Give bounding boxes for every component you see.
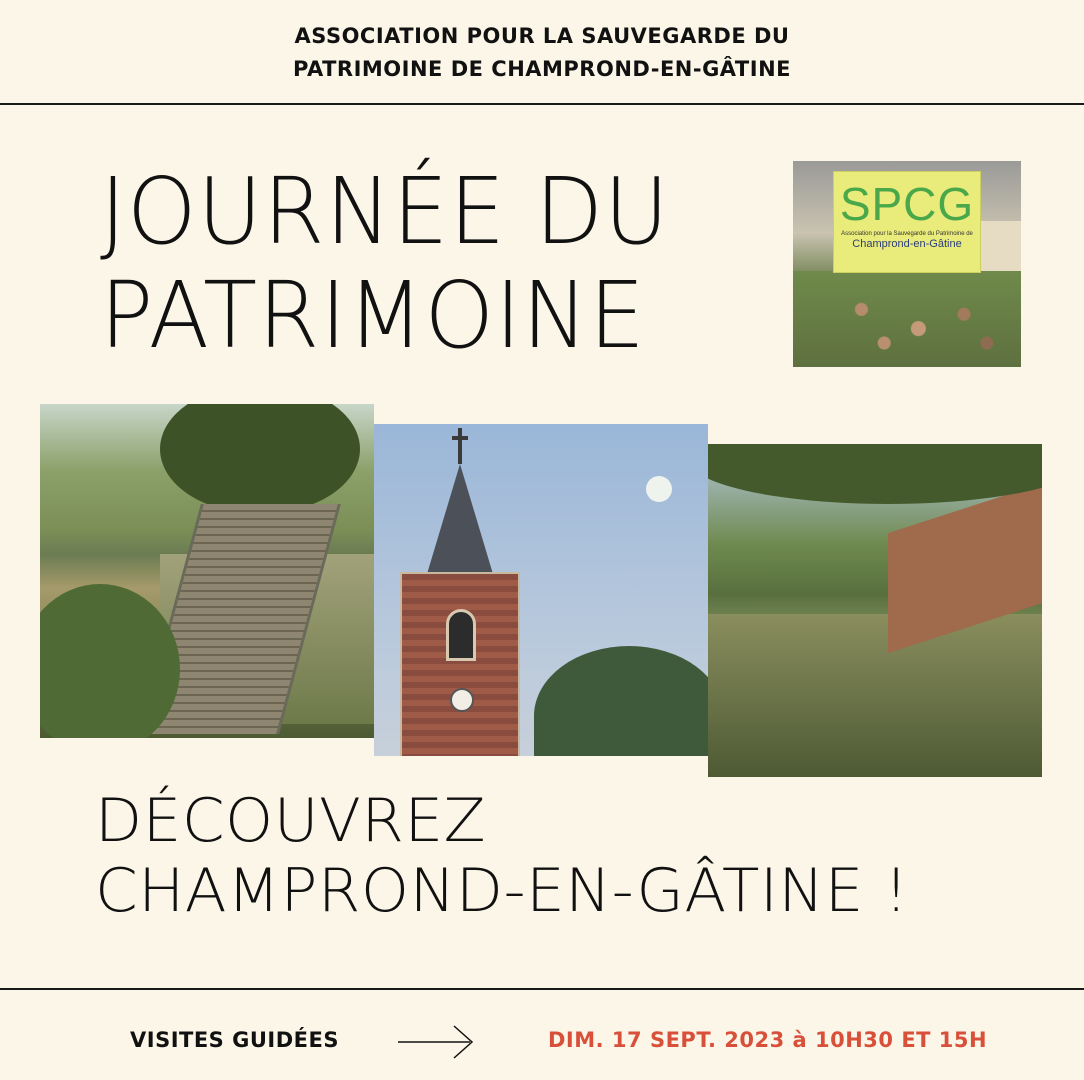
discover-line-2: CHAMPROND-EN-GÂTINE ! — [95, 856, 909, 926]
discover-line-1: DÉCOUVREZ — [95, 786, 487, 856]
bottom-divider — [0, 988, 1084, 990]
title-line-2: PATRIMOINE — [100, 262, 646, 369]
pond-footbridge-photo — [40, 404, 374, 738]
arrow-right-icon — [398, 1024, 474, 1060]
header-line-1: ASSOCIATION POUR LA SAUVEGARDE DU — [294, 23, 790, 48]
logo-subtitle: Association pour la Sauvegarde du Patrimoine de — [841, 231, 973, 237]
discover-heading — [95, 786, 1074, 926]
header-line-2: PATRIMOINE DE CHAMPROND-EN-GÂTINE — [293, 56, 791, 81]
spcg-logo-photo — [793, 161, 1021, 367]
guided-tours-label: VISITES GUIDÉES — [130, 1028, 339, 1052]
event-date: DIM. 17 SEPT. 2023 à 10H30 ET 15H — [548, 1028, 988, 1052]
logo-name: Champrond-en-Gâtine — [852, 238, 962, 250]
title-line-1: JOURNÉE DU — [100, 158, 670, 265]
church-tower-photo — [374, 424, 708, 756]
village-aerial-image — [793, 271, 1021, 367]
logo-mark: SPCG — [839, 178, 975, 230]
page-title — [100, 160, 753, 368]
lavoir-pond-photo — [708, 444, 1042, 777]
spcg-logo — [833, 171, 981, 273]
top-divider — [0, 103, 1084, 105]
association-header — [0, 0, 1084, 105]
clock-icon — [450, 688, 474, 712]
